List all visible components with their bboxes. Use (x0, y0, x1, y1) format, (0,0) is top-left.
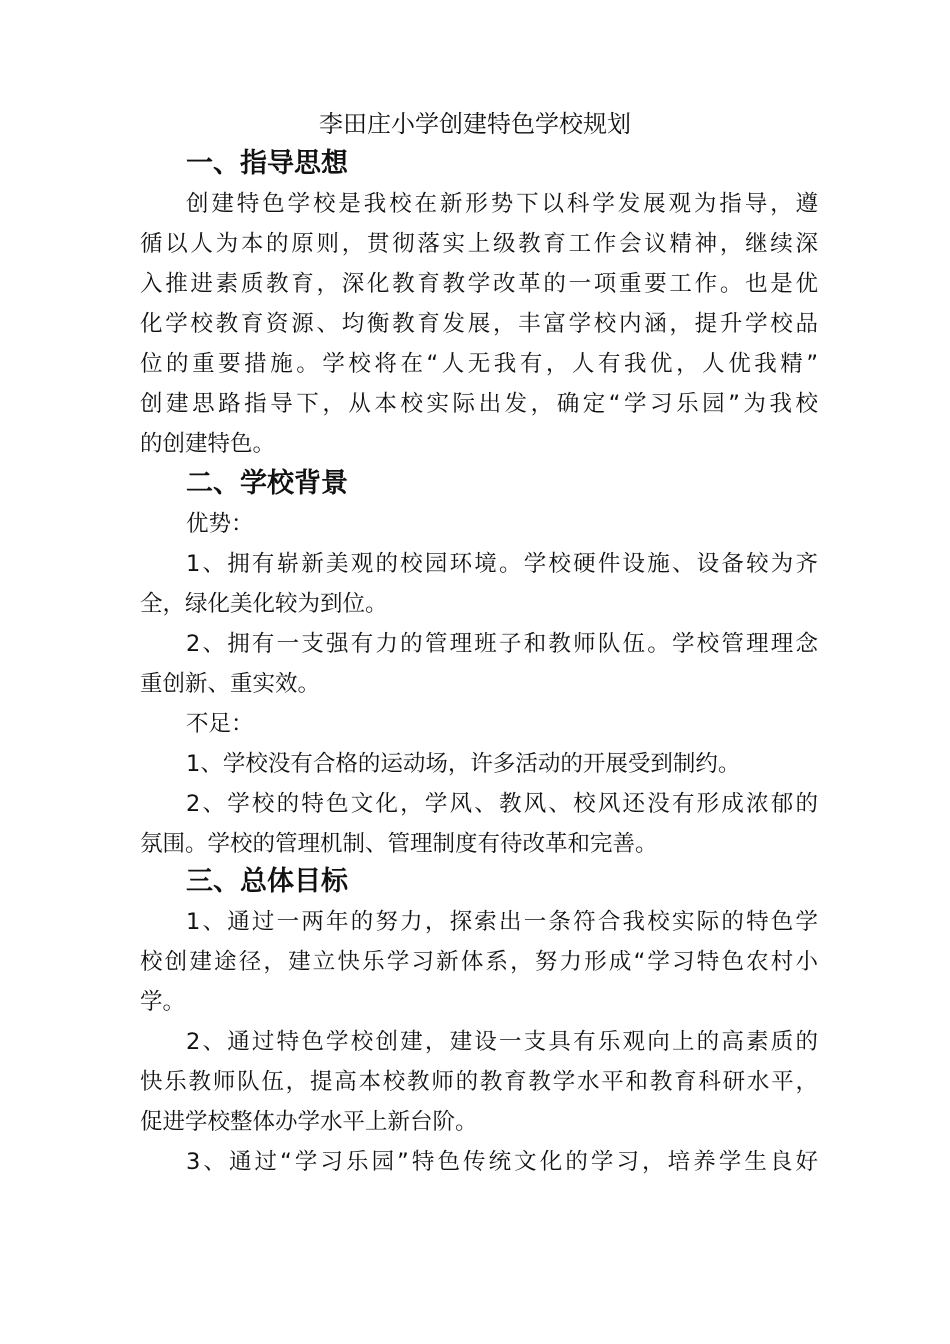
paragraph-line: 快乐教师队伍，提高本校教师的教育教学水平和教育科研水平， (140, 1069, 818, 1095)
paragraph-line: 1、拥有崭新美观的校园环境。学校硬件设施、设备较为齐 (186, 551, 818, 577)
paragraph-line: 2、拥有一支强有力的管理班子和教师队伍。学校管理理念 (186, 631, 818, 657)
subheading-shortcomings: 不足： (186, 711, 254, 737)
paragraph-line: 位的重要措施。学校将在“人无我有，人有我优，人优我精” (140, 351, 818, 377)
paragraph-line: 入推进素质教育，深化教育教学改革的一项重要工作。也是优 (140, 271, 818, 297)
paragraph-line: 创建特色学校是我校在新形势下以科学发展观为指导，遵 (186, 191, 818, 217)
subheading-advantages: 优势： (186, 511, 254, 537)
section-heading-overall-goals: 三、总体目标 (186, 866, 348, 897)
paragraph-line: 促进学校整体办学水平上新台阶。 (140, 1109, 478, 1135)
paragraph-line: 校创建途径，建立快乐学习新体系，努力形成“学习特色农村小 (140, 949, 818, 975)
paragraph-line: 创建思路指导下，从本校实际出发，确定“学习乐园”为我校 (140, 391, 818, 417)
paragraph-line: 2、学校的特色文化，学风、教风、校风还没有形成浓郁的 (186, 791, 818, 817)
document-title: 李田庄小学创建特色学校规划 (319, 110, 631, 138)
paragraph-line: 化学校教育资源、均衡教育发展，丰富学校内涵，提升学校品 (140, 311, 818, 337)
paragraph-line: 3、通过“学习乐园”特色传统文化的学习，培养学生良好 (186, 1149, 818, 1175)
paragraph-line: 重创新、重实效。 (140, 671, 321, 697)
paragraph-line: 2、通过特色学校创建，建设一支具有乐观向上的高素质的 (186, 1029, 818, 1055)
paragraph-line: 的创建特色。 (140, 431, 276, 457)
paragraph-line: 全，绿化美化较为到位。 (140, 591, 388, 617)
section-heading-school-background: 二、学校背景 (186, 468, 348, 499)
paragraph-line: 学。 (140, 989, 186, 1015)
paragraph-line: 循以人为本的原则，贯彻落实上级教育工作会议精神，继续深 (140, 231, 818, 257)
paragraph-line: 1、通过一两年的努力，探索出一条符合我校实际的特色学 (186, 909, 818, 935)
paragraph-line: 1、学校没有合格的运动场，许多活动的开展受到制约。 (186, 751, 741, 777)
section-heading-guiding-ideology: 一、指导思想 (186, 148, 348, 179)
paragraph-line: 氛围。学校的管理机制、管理制度有待改革和完善。 (140, 831, 658, 857)
